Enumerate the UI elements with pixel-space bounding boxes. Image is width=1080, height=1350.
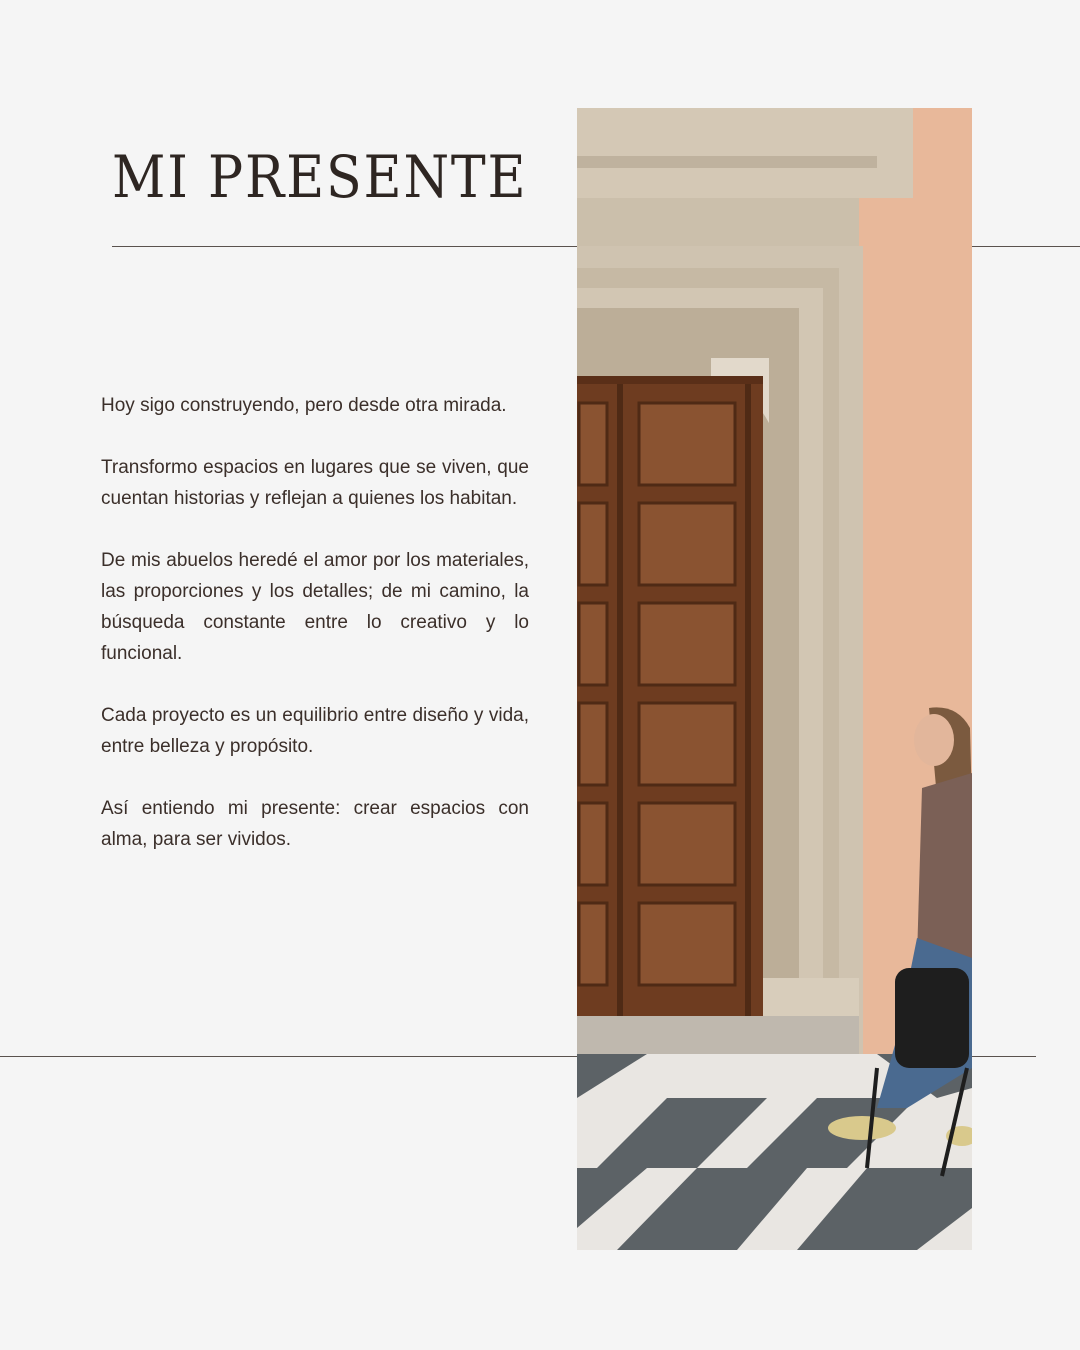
paragraph-5: Así entiendo mi presente: crear espacios con alma, para ser vividos.: [101, 798, 529, 850]
paragraph-4: Cada proyecto es un equilibrio entre diseño y vida, entre belleza y propósito.: [101, 705, 529, 757]
paragraph-3: De mis abuelos heredé el amor por los materiales, las proporciones y los detalles; de mi camino, la búsqueda constante entre lo creativo y lo funcional.: [101, 550, 529, 664]
bottom-divider-right: [972, 1056, 1036, 1057]
bottom-divider-left: [0, 1056, 577, 1057]
title-divider-right: [972, 246, 1080, 247]
paragraph-1: Hoy sigo construyendo, pero desde otra mirada.: [101, 395, 507, 416]
paragraph-2: Transformo espacios en lugares que se viven, que cuentan historias y reflejan a quienes los habitan.: [101, 457, 529, 509]
photo-illustration: [577, 108, 972, 1250]
body-text: [101, 390, 529, 886]
title-divider-left: [112, 246, 577, 247]
photo-woman-at-door: [577, 108, 972, 1250]
page-title: MI PRESENTE: [112, 143, 528, 211]
